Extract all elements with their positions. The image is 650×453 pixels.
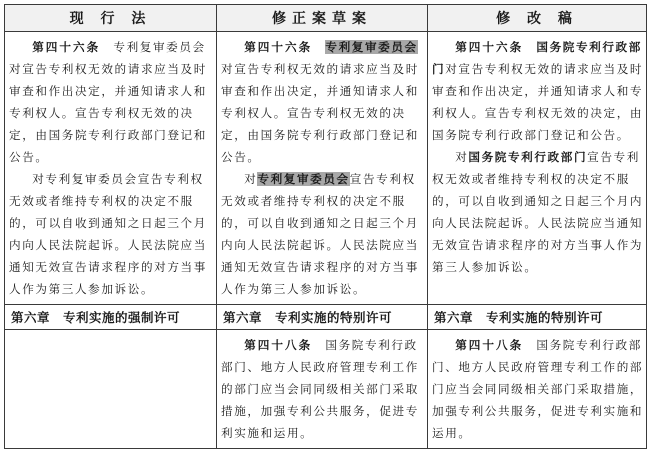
paragraph-text: 对 [244, 172, 258, 186]
current-law-empty-cell [5, 330, 217, 449]
article-number: 第四十六条 [455, 40, 524, 54]
revised-article-48-para [432, 334, 644, 444]
highlighted-text: 专利复审委员会 [325, 40, 418, 54]
article-number: 第四十八条 [455, 338, 524, 352]
paragraph-text: 对 [455, 150, 469, 164]
current-law-para-1 [9, 36, 214, 168]
paragraph-text: 对专利复审委员会宣告专利权无效或者维持专利权的决定不服的，可以自收到通知之日起三个月内向人民法院起诉。人民法院应当通知无效宣告请求程序的对方当事人作为第三人参加诉讼。 [9, 172, 207, 296]
comparison-document [4, 4, 646, 450]
bold-text: 国务院专利行政部门 [468, 150, 588, 164]
draft-article-46 [217, 32, 428, 305]
revised-article-48 [428, 330, 647, 449]
chapter-six-row [5, 305, 647, 330]
draft-article-48 [217, 330, 428, 449]
current-law-para-2 [9, 168, 214, 300]
article-number: 第四十八条 [244, 338, 313, 352]
current-law-chapter-title: 第六章 专利实施的强制许可 [5, 305, 217, 330]
draft-para-1 [221, 36, 425, 168]
paragraph-text: 宣告专利权无效或者维持专利权的决定不服的，可以自收到通知之日起三个月内向人民法院起诉。人民法院应当通知无效宣告请求程序的对方当事人作为第三人参加诉讼。 [221, 172, 419, 296]
comparison-table [4, 4, 647, 449]
paragraph-text: 对宣告专利权无效的请求应当及时审查和作出决定，并通知请求人和专利权人。宣告专利权无效的决定，由国务院专利行政部门登记和公告。 [432, 62, 644, 142]
bold-text: 国务院专利行政部门 [432, 40, 642, 76]
paragraph-text: 对宣告专利权无效的请求应当及时审查和作出决定，并通知请求人和专利权人。宣告专利权无效的决定，由国务院专利行政部门登记和公告。 [221, 62, 419, 164]
column-header-revised-draft: 修 改 稿 [428, 5, 647, 32]
revised-chapter-title: 第六章 专利实施的特别许可 [428, 305, 647, 330]
article-number: 第四十六条 [244, 40, 313, 54]
paragraph-text: 国务院专利行政部门、地方人民政府管理专利工作的部门应当会同同级相关部门采取措施，加强专利公共服务，促进专利实施和运用。 [221, 338, 419, 440]
revised-para-1 [432, 36, 644, 146]
article-48-row [5, 330, 647, 449]
draft-article-48-para [221, 334, 425, 444]
highlighted-text: 专利复审委员会 [257, 172, 350, 186]
column-header-draft-amendment: 修正案草案 [217, 5, 428, 32]
column-header-current-law: 现 行 法 [5, 5, 217, 32]
current-law-article-46 [5, 32, 217, 305]
paragraph-text: 专利复审委员会对宣告专利权无效的请求应当及时审查和作出决定，并通知请求人和专利权人。宣告专利权无效的决定，由国务院专利行政部门登记和公告。 [9, 40, 207, 164]
draft-chapter-title: 第六章 专利实施的特别许可 [217, 305, 428, 330]
revised-article-46 [428, 32, 647, 305]
revised-para-2 [432, 146, 644, 278]
table-header-row [5, 5, 647, 32]
draft-para-2 [221, 168, 425, 300]
article-number: 第四十六条 [32, 40, 101, 54]
article-46-row [5, 32, 647, 305]
paragraph-text: 国务院专利行政部门、地方人民政府管理专利工作的部门应当会同同级相关部门采取措施，加强专利公共服务，促进专利实施和运用。 [432, 338, 644, 440]
paragraph-text: 宣告专利权无效或者维持专利权的决定不服的，可以自收到通知之日起三个月内向人民法院起诉。人民法院应当通知无效宣告请求程序的对方当事人作为第三人参加诉讼。 [432, 150, 644, 274]
